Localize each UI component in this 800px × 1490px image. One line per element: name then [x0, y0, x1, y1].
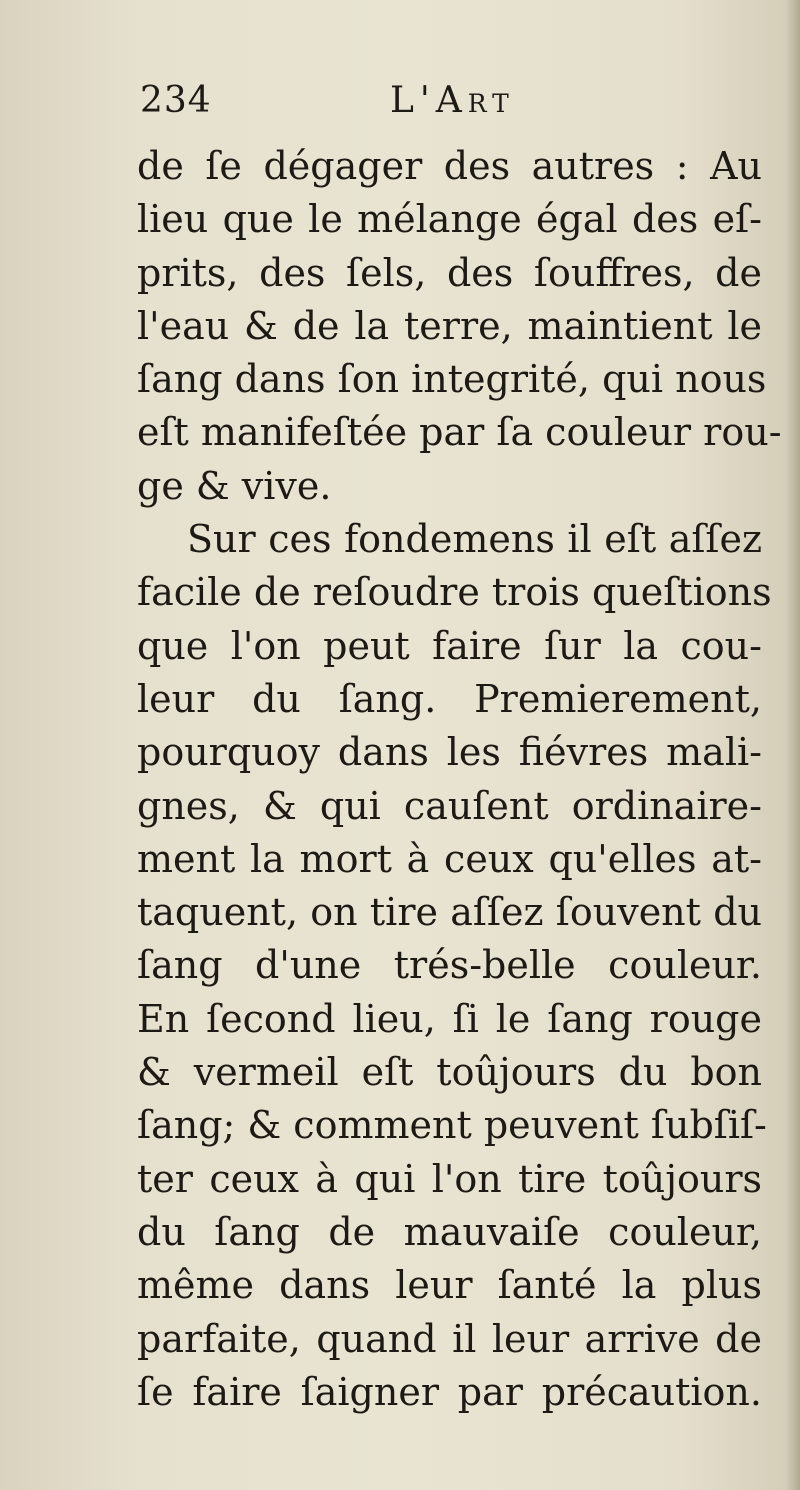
text-line: gnes, & qui cauſent ordinaire- [137, 783, 762, 828]
paragraph-first-line: Sur ces fondemens il eſt aſſez [187, 517, 762, 562]
page-number: 234 [140, 80, 212, 121]
running-title: L'Art [390, 80, 515, 121]
text-line: même dans leur ſanté la plus [137, 1263, 762, 1308]
text-line: ge & vive. [137, 463, 332, 508]
text-line: l'eau & de la terre, maintient le [137, 303, 762, 348]
text-line: ment la mort à ceux qu'elles at- [137, 836, 762, 881]
text-line: prits, des ſels, des ſouffres, de [137, 250, 762, 295]
text-line: facile de reſoudre trois queſtions [137, 570, 772, 615]
text-line: pourquoy dans les fiévres mali- [137, 730, 762, 775]
text-line: & vermeil eſt toûjours du bon [137, 1050, 762, 1095]
text-line: ſang; & comment peuvent ſubſiſ- [137, 1103, 767, 1148]
text-line: que l'on peut faire ſur la cou- [137, 623, 762, 668]
text-line: de ſe dégager des autres : Au [137, 144, 762, 188]
running-head [140, 80, 660, 130]
text-line: lieu que le mélange égal des eſ- [137, 197, 762, 242]
text-line: ſang dans ſon integrité, qui nous [137, 357, 767, 402]
body-text [137, 140, 782, 1419]
text-line: ſe faire ſaigner par précaution. [137, 1369, 762, 1414]
text-line: ter ceux à qui l'on tire toûjours [137, 1156, 762, 1201]
text-line: ſang d'une trés-belle couleur. [137, 943, 762, 988]
text-line: leur du ſang. Premierement, [137, 676, 762, 721]
text-line: eſt manifeſtée par ſa couleur rou- [137, 410, 782, 455]
text-line: taquent, on tire aſſez ſouvent du [137, 890, 762, 935]
text-line: En ſecond lieu, ſi le ſang rouge [137, 996, 762, 1041]
text-line: parfaite, quand il leur arrive de [137, 1316, 762, 1361]
text-line: du ſang de mauvaiſe couleur, [137, 1209, 762, 1254]
